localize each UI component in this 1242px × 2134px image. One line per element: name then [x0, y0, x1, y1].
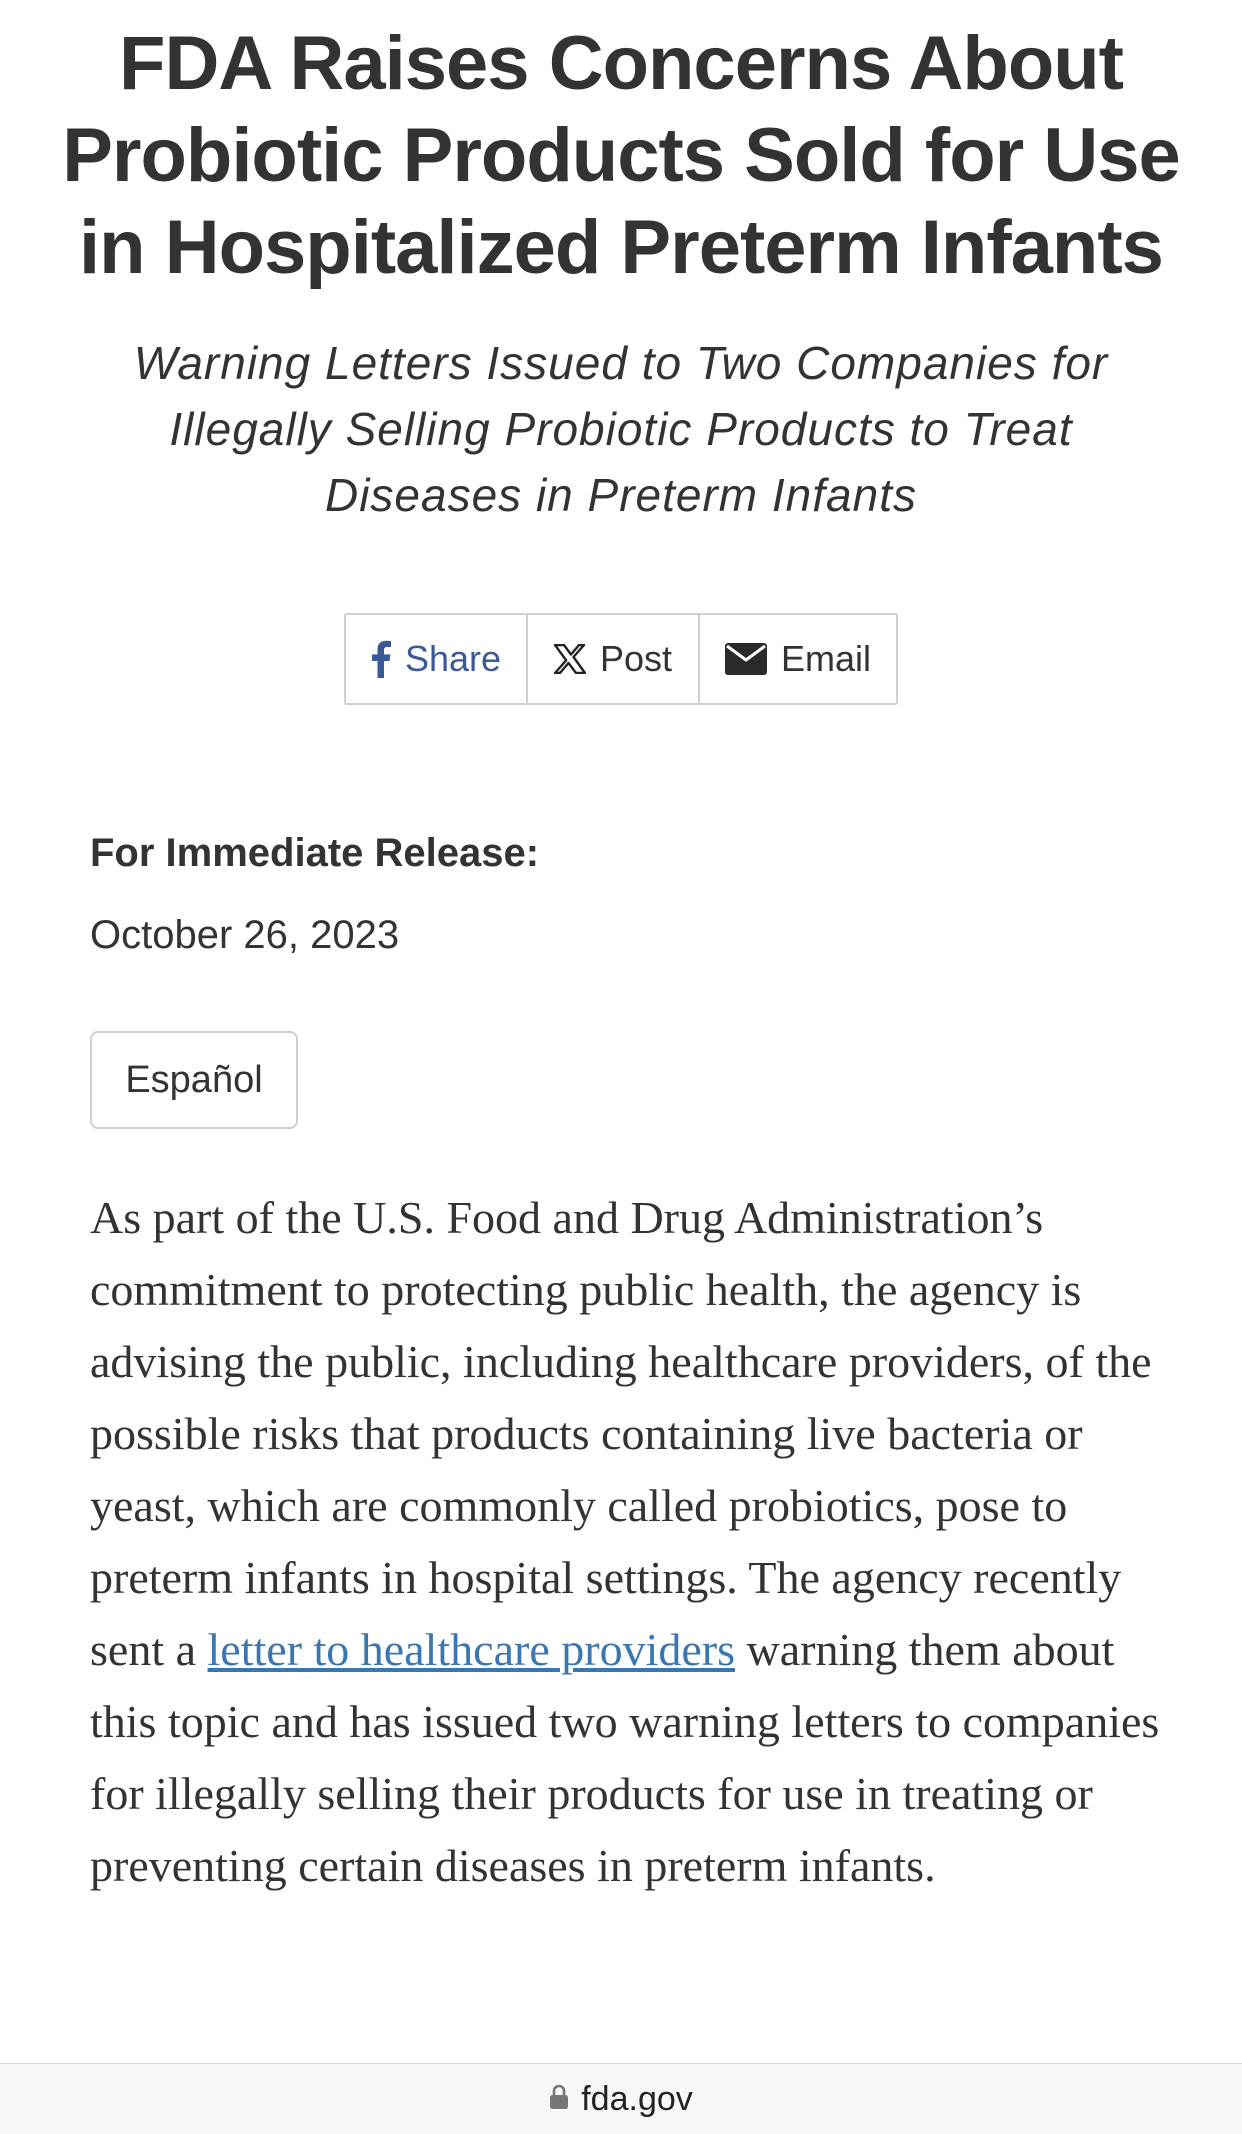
- facebook-icon: [371, 640, 391, 678]
- x-icon: [554, 644, 586, 674]
- article-body-paragraph: [90, 1182, 1180, 1902]
- x-post-label: Post: [599, 638, 673, 679]
- page-title: FDA Raises Concerns About Probiotic Products Sold for Use in Hospitalized Preterm Infants: [62, 21, 1180, 290]
- email-icon: [725, 643, 767, 675]
- email-share-button[interactable]: [698, 615, 896, 703]
- spanish-language-button[interactable]: Español: [90, 1031, 298, 1129]
- page-subtitle: Warning Letters Issued to Two Companies for Illegally Selling Probiotic Products to Treat Diseases in Preterm Infants: [133, 337, 1109, 521]
- release-label: For Immediate Release:: [90, 831, 540, 875]
- facebook-share-button[interactable]: [346, 615, 526, 703]
- lock-icon: [549, 2080, 581, 2119]
- release-date: October 26, 2023: [90, 913, 400, 957]
- healthcare-providers-letter-link[interactable]: letter to healthcare providers: [207, 1624, 735, 1675]
- url-domain: fda.gov: [581, 2079, 693, 2118]
- body-text-after-link: warning them about this topic and has issued two warning letters to companies for illegally selling their products for use in treating or preventing certain diseases in preterm infants.: [90, 1624, 1160, 1891]
- facebook-share-label: Share: [404, 638, 502, 679]
- email-share-label: Email: [780, 638, 872, 679]
- x-post-button[interactable]: [526, 615, 698, 703]
- share-bar: [344, 613, 898, 705]
- browser-url-bar[interactable]: [0, 2063, 1242, 2134]
- body-text-before-link: As part of the U.S. Food and Drug Administration’s commitment to protecting public health, the agency is advising the public, including healthcare providers, of the possible risks that products containing live bacteria or yeast, which are commonly called probiotics, pose to preterm infants in hospital settings. The agency recently sent a: [90, 1192, 1152, 1675]
